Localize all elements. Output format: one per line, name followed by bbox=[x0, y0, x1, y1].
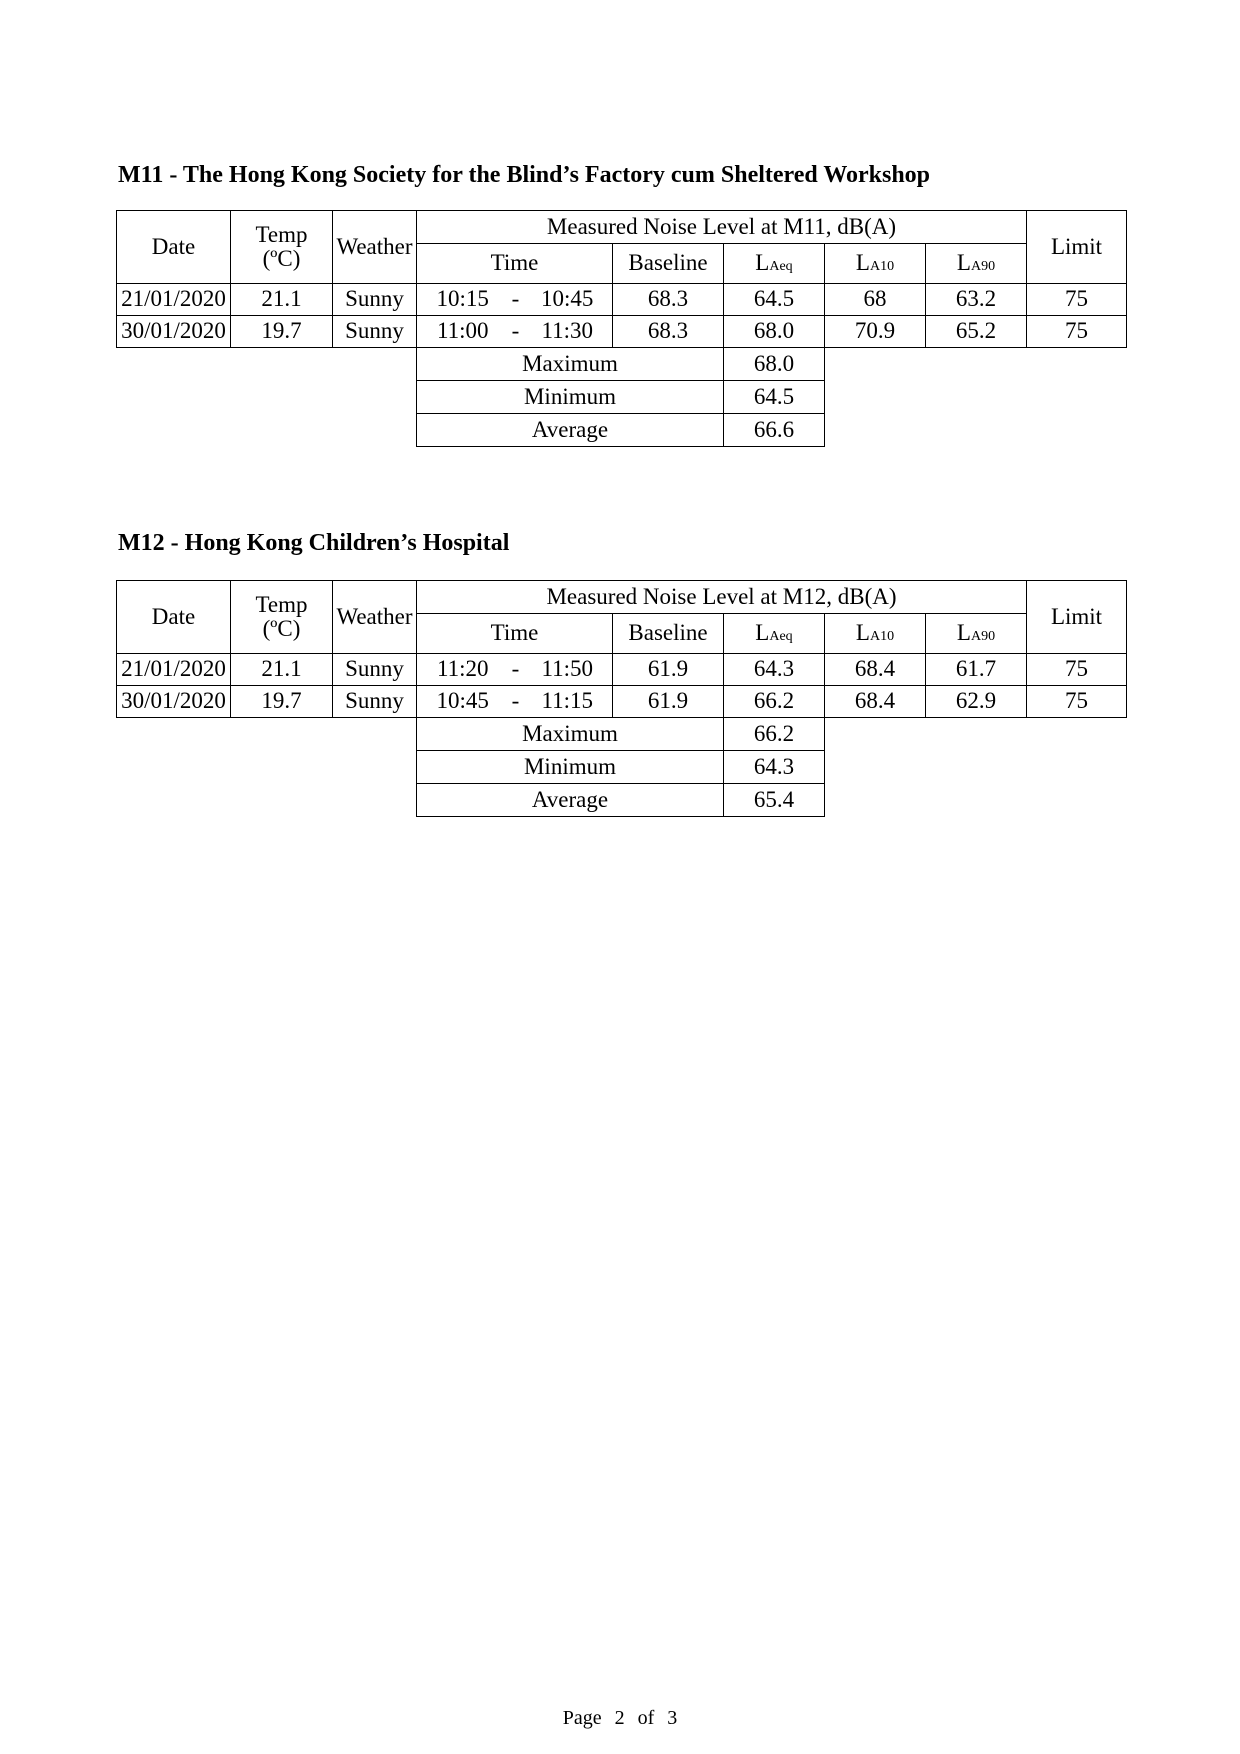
cell-weather: Sunny bbox=[333, 686, 417, 718]
cell-weather: Sunny bbox=[333, 284, 417, 316]
header-la10: LA10 bbox=[825, 244, 926, 284]
header-temp: Temp (ºC) bbox=[231, 581, 333, 654]
table-row bbox=[117, 654, 1127, 686]
cell-date: 21/01/2020 bbox=[117, 284, 231, 316]
noise-table-m11 bbox=[116, 210, 1127, 447]
header-baseline: Baseline bbox=[613, 614, 724, 654]
summary-value: 64.3 bbox=[724, 751, 825, 784]
summary-label: Average bbox=[417, 784, 724, 817]
header-la10: LA10 bbox=[825, 614, 926, 654]
cell-temp: 21.1 bbox=[231, 284, 333, 316]
footer-current-page: 2 bbox=[614, 1707, 625, 1729]
header-weather: Weather bbox=[333, 581, 417, 654]
cell-la10: 68.4 bbox=[825, 654, 926, 686]
cell-laeq: 68.0 bbox=[724, 316, 825, 348]
noise-table-m12 bbox=[116, 580, 1127, 817]
summary-row-average bbox=[117, 784, 1127, 817]
cell-la90: 61.7 bbox=[926, 654, 1027, 686]
page-footer bbox=[0, 1707, 1240, 1730]
section-title-m12: M12 - Hong Kong Children’s Hospital bbox=[118, 530, 510, 556]
header-date: Date bbox=[117, 581, 231, 654]
summary-row-minimum bbox=[117, 381, 1127, 414]
summary-value: 64.5 bbox=[724, 381, 825, 414]
summary-label: Minimum bbox=[417, 381, 724, 414]
header-la90: LA90 bbox=[926, 614, 1027, 654]
header-weather: Weather bbox=[333, 211, 417, 284]
cell-date: 21/01/2020 bbox=[117, 654, 231, 686]
summary-row-maximum bbox=[117, 718, 1127, 751]
cell-la90: 62.9 bbox=[926, 686, 1027, 718]
summary-row-maximum bbox=[117, 348, 1127, 381]
cell-end-time: 10:45 bbox=[523, 284, 613, 316]
table-row bbox=[117, 316, 1127, 348]
header-la90: LA90 bbox=[926, 244, 1027, 284]
footer-total-pages: 3 bbox=[667, 1707, 678, 1729]
cell-start-time: 10:45 bbox=[417, 686, 509, 718]
cell-laeq: 66.2 bbox=[724, 686, 825, 718]
cell-weather: Sunny bbox=[333, 654, 417, 686]
summary-row-average bbox=[117, 414, 1127, 447]
cell-la90: 65.2 bbox=[926, 316, 1027, 348]
cell-weather: Sunny bbox=[333, 316, 417, 348]
summary-value: 66.6 bbox=[724, 414, 825, 447]
cell-temp: 21.1 bbox=[231, 654, 333, 686]
cell-la10: 68 bbox=[825, 284, 926, 316]
cell-date: 30/01/2020 bbox=[117, 686, 231, 718]
table-row bbox=[117, 284, 1127, 316]
cell-la10: 68.4 bbox=[825, 686, 926, 718]
cell-temp: 19.7 bbox=[231, 686, 333, 718]
summary-label: Maximum bbox=[417, 348, 724, 381]
cell-date: 30/01/2020 bbox=[117, 316, 231, 348]
cell-time-separator: - bbox=[509, 686, 523, 718]
cell-baseline: 61.9 bbox=[613, 686, 724, 718]
cell-temp: 19.7 bbox=[231, 316, 333, 348]
cell-end-time: 11:30 bbox=[523, 316, 613, 348]
cell-limit: 75 bbox=[1027, 284, 1127, 316]
summary-row-minimum bbox=[117, 751, 1127, 784]
header-laeq: LAeq bbox=[724, 614, 825, 654]
summary-label: Minimum bbox=[417, 751, 724, 784]
header-measured-noise: Measured Noise Level at M11, dB(A) bbox=[417, 211, 1027, 244]
header-time: Time bbox=[417, 614, 613, 654]
header-baseline: Baseline bbox=[613, 244, 724, 284]
cell-time-separator: - bbox=[509, 284, 523, 316]
cell-time-separator: - bbox=[509, 316, 523, 348]
cell-limit: 75 bbox=[1027, 686, 1127, 718]
cell-start-time: 11:00 bbox=[417, 316, 509, 348]
cell-la10: 70.9 bbox=[825, 316, 926, 348]
summary-value: 68.0 bbox=[724, 348, 825, 381]
cell-baseline: 68.3 bbox=[613, 316, 724, 348]
header-limit: Limit bbox=[1027, 581, 1127, 654]
cell-time-separator: - bbox=[509, 654, 523, 686]
cell-baseline: 61.9 bbox=[613, 654, 724, 686]
summary-value: 65.4 bbox=[724, 784, 825, 817]
cell-laeq: 64.5 bbox=[724, 284, 825, 316]
cell-end-time: 11:50 bbox=[523, 654, 613, 686]
table-row bbox=[117, 686, 1127, 718]
header-measured-noise: Measured Noise Level at M12, dB(A) bbox=[417, 581, 1027, 614]
cell-la90: 63.2 bbox=[926, 284, 1027, 316]
footer-page-word: Page bbox=[562, 1707, 602, 1729]
summary-value: 66.2 bbox=[724, 718, 825, 751]
header-limit: Limit bbox=[1027, 211, 1127, 284]
cell-limit: 75 bbox=[1027, 654, 1127, 686]
header-temp: Temp (ºC) bbox=[231, 211, 333, 284]
summary-label: Average bbox=[417, 414, 724, 447]
cell-laeq: 64.3 bbox=[724, 654, 825, 686]
footer-of-word: of bbox=[637, 1707, 655, 1729]
cell-limit: 75 bbox=[1027, 316, 1127, 348]
cell-start-time: 10:15 bbox=[417, 284, 509, 316]
cell-start-time: 11:20 bbox=[417, 654, 509, 686]
header-date: Date bbox=[117, 211, 231, 284]
header-laeq: LAeq bbox=[724, 244, 825, 284]
cell-end-time: 11:15 bbox=[523, 686, 613, 718]
summary-label: Maximum bbox=[417, 718, 724, 751]
cell-baseline: 68.3 bbox=[613, 284, 724, 316]
section-title-m11: M11 - The Hong Kong Society for the Blind’s Factory cum Sheltered Workshop bbox=[118, 162, 931, 188]
header-time: Time bbox=[417, 244, 613, 284]
